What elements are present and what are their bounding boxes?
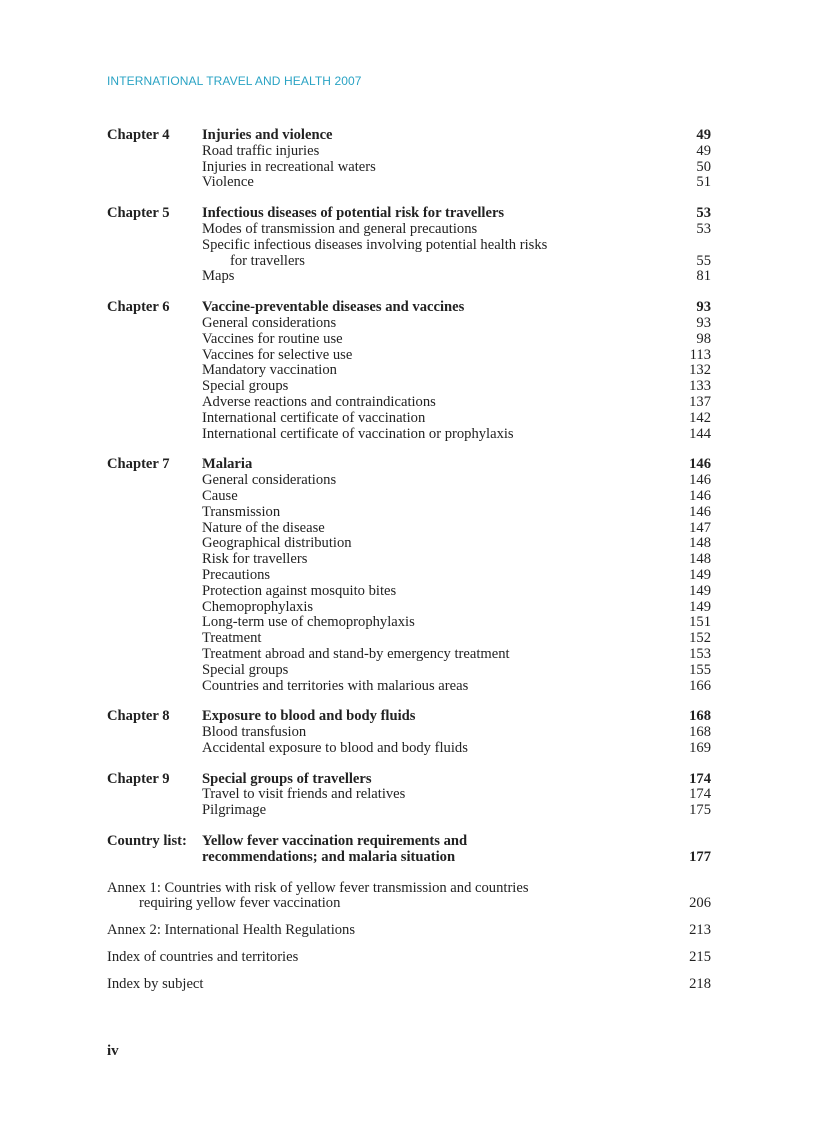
entry-spacer — [107, 379, 202, 395]
annex-page: 206 — [689, 895, 711, 912]
toc-entry[interactable] — [107, 725, 711, 741]
entry-spacer — [107, 332, 202, 348]
country-list-title-line2: recommendations; and malaria situation — [202, 848, 456, 865]
entry-title: International certificate of vaccination — [202, 409, 426, 426]
entry-spacer — [107, 521, 202, 537]
entry-title: Vaccines for selective use — [202, 346, 353, 363]
entry-title: Chemoprophylaxis — [202, 598, 314, 615]
entry-page: 55 — [696, 252, 711, 269]
toc-entry[interactable] — [107, 615, 711, 631]
entry-page: 168 — [689, 724, 711, 741]
entry-spacer — [107, 679, 202, 695]
toc-entry[interactable] — [107, 160, 711, 176]
entry-title: Geographical distribution — [202, 535, 352, 552]
toc-entry[interactable] — [107, 631, 711, 647]
entry-title: Travel to visit friends and relatives — [202, 786, 406, 803]
toc-entry[interactable] — [107, 175, 711, 191]
toc-entry[interactable] — [107, 679, 711, 695]
toc-entry[interactable] — [107, 600, 711, 616]
entry-spacer — [107, 741, 202, 757]
entry-spacer — [107, 584, 202, 600]
toc-entry[interactable] — [107, 489, 711, 505]
toc-entry[interactable] — [107, 254, 711, 270]
entry-page: 133 — [689, 378, 711, 395]
country-list-block — [107, 834, 711, 866]
entry-page: 152 — [689, 630, 711, 647]
entry-title: Vaccines for routine use — [202, 330, 343, 347]
country-list-title-line1: Yellow fever vaccination requirements and — [202, 833, 468, 850]
country-list-label: Country list: — [107, 833, 187, 850]
toc-entry[interactable] — [107, 411, 711, 427]
toc-entry[interactable] — [107, 316, 711, 332]
chapter-title: Exposure to blood and body fluids — [202, 708, 416, 725]
entry-title: General considerations — [202, 314, 337, 331]
entry-page: 49 — [696, 142, 711, 159]
entry-title: Treatment abroad and stand-by emergency treatment — [202, 645, 510, 662]
toc-entry[interactable] — [107, 427, 711, 443]
entry-page: 146 — [689, 472, 711, 489]
entry-spacer — [107, 316, 202, 332]
annex-item[interactable] — [107, 977, 711, 993]
entry-spacer — [107, 411, 202, 427]
chapter-title: Vaccine-preventable diseases and vaccines — [202, 299, 465, 316]
chapter-label: Chapter 9 — [107, 770, 170, 787]
entry-title: Violence — [202, 174, 254, 191]
entry-page: 153 — [689, 645, 711, 662]
entry-title: Risk for travellers — [202, 551, 308, 568]
entry-spacer — [107, 175, 202, 191]
chapter-label: Chapter 4 — [107, 127, 170, 143]
entry-page: 81 — [696, 268, 711, 285]
chapter-label: Chapter 8 — [107, 708, 170, 725]
entry-page: 175 — [689, 802, 711, 819]
toc-entry[interactable] — [107, 741, 711, 757]
entry-title: Special groups — [202, 661, 289, 678]
entry-title: Countries and territories with malarious areas — [202, 677, 469, 694]
page-number: iv — [107, 1043, 119, 1059]
chapter-block — [107, 457, 711, 694]
entry-page: 98 — [696, 330, 711, 347]
toc-entry[interactable] — [107, 803, 711, 819]
entry-page: 144 — [689, 425, 711, 442]
entry-spacer — [107, 663, 202, 679]
entry-page: 155 — [689, 661, 711, 678]
entry-page — [651, 238, 711, 254]
entry-title: Accidental exposure to blood and body fluids — [202, 739, 468, 756]
toc-entry[interactable] — [107, 348, 711, 364]
chapter-label: Chapter 5 — [107, 205, 170, 222]
entry-spacer — [107, 647, 202, 663]
entry-spacer — [107, 238, 202, 254]
entry-spacer — [107, 144, 202, 160]
toc-entry[interactable] — [107, 568, 711, 584]
chapter-page: 146 — [689, 456, 711, 473]
entry-spacer — [107, 787, 202, 803]
toc-entry[interactable] — [107, 144, 711, 160]
entry-page: 149 — [689, 566, 711, 583]
toc-entry[interactable] — [107, 238, 711, 254]
entry-page: 151 — [689, 614, 711, 631]
entry-spacer — [107, 269, 202, 285]
annex-title: Annex 2: International Health Regulations — [107, 922, 356, 939]
entry-spacer — [107, 615, 202, 631]
entry-spacer — [107, 536, 202, 552]
chapter-block — [107, 772, 711, 819]
table-of-contents — [107, 128, 711, 1004]
entry-spacer — [107, 348, 202, 364]
entry-page: 51 — [696, 174, 711, 191]
toc-entry[interactable] — [107, 473, 711, 489]
chapter-page: 53 — [696, 205, 711, 222]
entry-spacer — [107, 222, 202, 238]
chapter-title: Infectious diseases of potential risk for travellers — [202, 205, 505, 222]
entry-page: 142 — [689, 409, 711, 426]
entry-title: Road traffic injuries — [202, 142, 320, 159]
entry-page: 148 — [689, 535, 711, 552]
entry-page: 149 — [689, 582, 711, 599]
entry-page: 149 — [689, 598, 711, 615]
entry-title: Cause — [202, 487, 238, 504]
entry-spacer — [107, 395, 202, 411]
country-list-spacer — [651, 834, 711, 850]
entry-page: 146 — [689, 487, 711, 504]
entry-title: International certificate of vaccination or prophylaxis — [202, 425, 514, 442]
annex-item[interactable] — [107, 923, 711, 939]
entry-title: Special groups — [202, 378, 289, 395]
entry-page: 146 — [689, 503, 711, 520]
entry-page: 169 — [689, 739, 711, 756]
toc-entry[interactable] — [107, 379, 711, 395]
chapter-heading[interactable] — [107, 709, 711, 725]
chapter-heading[interactable] — [107, 206, 711, 222]
entry-page: 147 — [689, 519, 711, 536]
entry-title: Mandatory vaccination — [202, 362, 337, 379]
chapter-page: 174 — [689, 770, 711, 787]
entry-spacer — [107, 850, 202, 866]
annex-item[interactable] — [107, 881, 711, 913]
toc-entry[interactable] — [107, 222, 711, 238]
annex-item[interactable] — [107, 950, 711, 966]
entry-title: Precautions — [202, 566, 271, 583]
entry-title: Pilgrimage — [202, 802, 267, 819]
entry-page: 93 — [696, 314, 711, 331]
chapter-page: 93 — [696, 299, 711, 316]
entry-title: Long-term use of chemoprophylaxis — [202, 614, 415, 631]
entry-title: Transmission — [202, 503, 281, 520]
toc-entry[interactable] — [107, 584, 711, 600]
annex-title: Index by subject — [107, 975, 204, 992]
country-list-heading[interactable] — [107, 834, 711, 850]
entry-page: 148 — [689, 551, 711, 568]
country-list-heading-cont[interactable] — [107, 850, 711, 866]
chapter-title: Malaria — [202, 456, 253, 473]
annex-title: Index of countries and territories — [107, 949, 299, 966]
entry-spacer — [107, 552, 202, 568]
chapter-page: 168 — [689, 708, 711, 725]
toc-entry[interactable] — [107, 505, 711, 521]
annex-title: Annex 1: Countries with risk of yellow fever transmission and countries — [107, 879, 529, 896]
toc-entry[interactable] — [107, 269, 711, 285]
entry-spacer — [107, 160, 202, 176]
country-list-page: 177 — [689, 848, 711, 865]
entry-spacer — [107, 473, 202, 489]
chapter-heading[interactable] — [107, 128, 711, 144]
annex-page: 213 — [689, 922, 711, 939]
chapter-block — [107, 300, 711, 442]
entry-spacer — [107, 427, 202, 443]
entry-title: Injuries in recreational waters — [202, 158, 376, 175]
toc-entry[interactable] — [107, 395, 711, 411]
entry-title: Adverse reactions and contraindications — [202, 393, 436, 410]
entry-title: Modes of transmission and general precautions — [202, 220, 478, 237]
chapter-block — [107, 128, 711, 191]
entry-page: 132 — [689, 362, 711, 379]
entry-spacer — [107, 568, 202, 584]
entry-spacer — [107, 505, 202, 521]
annex-list — [107, 881, 711, 993]
chapter-heading[interactable] — [107, 300, 711, 316]
entry-spacer — [107, 254, 202, 270]
entry-title: Nature of the disease — [202, 519, 325, 536]
entry-title: Specific infectious diseases involving potential health risks — [202, 236, 548, 253]
entry-title: for travellers — [230, 252, 305, 269]
entry-page: 53 — [696, 220, 711, 237]
entry-title: Protection against mosquito bites — [202, 582, 397, 599]
entry-title: Treatment — [202, 630, 262, 647]
entry-page: 137 — [689, 393, 711, 410]
toc-entry[interactable] — [107, 552, 711, 568]
chapter-block — [107, 206, 711, 285]
entry-page: 174 — [689, 786, 711, 803]
entry-spacer — [107, 631, 202, 647]
entry-spacer — [107, 363, 202, 379]
entry-spacer — [107, 725, 202, 741]
entry-spacer — [107, 600, 202, 616]
chapter-block — [107, 709, 711, 756]
annex-page: 215 — [689, 949, 711, 966]
entry-title: General considerations — [202, 472, 337, 489]
entry-page: 166 — [689, 677, 711, 694]
chapter-label: Chapter 7 — [107, 456, 170, 473]
chapter-heading[interactable] — [107, 772, 711, 788]
chapter-title: Injuries and violence — [202, 127, 333, 143]
entry-page: 50 — [696, 158, 711, 175]
annex-title-cont: requiring yellow fever vaccination — [139, 895, 341, 912]
toc-entry[interactable] — [107, 663, 711, 679]
entry-spacer — [107, 489, 202, 505]
chapter-page: 49 — [696, 127, 711, 143]
entry-page: 113 — [689, 346, 711, 363]
toc-entry[interactable] — [107, 521, 711, 537]
toc-entry[interactable] — [107, 647, 711, 663]
annex-page: 218 — [689, 975, 711, 992]
toc-entry[interactable] — [107, 787, 711, 803]
chapter-heading[interactable] — [107, 457, 711, 473]
toc-entry[interactable] — [107, 363, 711, 379]
toc-entry[interactable] — [107, 536, 711, 552]
entry-title: Maps — [202, 268, 235, 285]
chapter-title: Special groups of travellers — [202, 770, 372, 787]
entry-spacer — [107, 803, 202, 819]
entry-title: Blood transfusion — [202, 724, 307, 741]
chapter-label: Chapter 6 — [107, 299, 170, 316]
toc-entry[interactable] — [107, 332, 711, 348]
running-head: INTERNATIONAL TRAVEL AND HEALTH 2007 — [107, 74, 362, 88]
